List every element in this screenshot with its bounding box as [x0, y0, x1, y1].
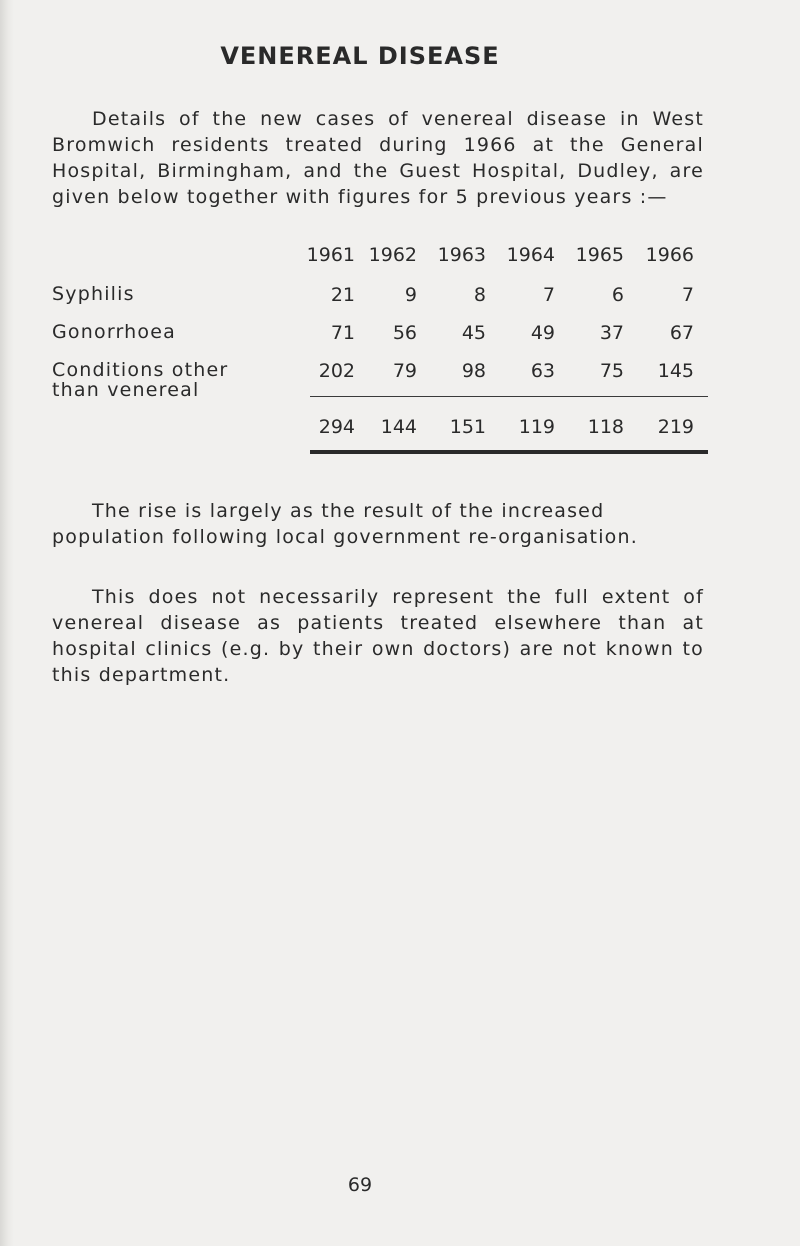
table-cell: 75: [599, 360, 624, 382]
table-cell: 8: [473, 284, 486, 306]
total-rule: [310, 396, 708, 397]
page-title: VENEREAL DISEASE: [220, 42, 500, 70]
table-cell: 56: [392, 322, 417, 344]
total-cell-1961: 294: [318, 416, 355, 438]
page-number: 69: [347, 1174, 373, 1196]
note-text: This does not necessarily represent the full extent of venereal disease as patients treated elsewhere than at hospital clinics (e.g. by their own doctors) are not known to this department.: [52, 586, 704, 686]
note-paragraph: [52, 584, 704, 688]
total-cell-1966: 219: [657, 416, 694, 438]
table-cell: 9: [404, 284, 417, 306]
intro-paragraph: [52, 106, 704, 210]
table-cell: 63: [530, 360, 555, 382]
table-cell: 6: [611, 284, 624, 306]
table-cell: 21: [330, 284, 355, 306]
page-edge: [0, 0, 14, 1246]
year-header-1966: 1966: [645, 244, 694, 266]
year-header-1962: 1962: [368, 244, 417, 266]
table-cell: 45: [461, 322, 486, 344]
table-cell: 49: [530, 322, 555, 344]
table-cell: 7: [542, 284, 555, 306]
total-cell-1962: 144: [380, 416, 417, 438]
year-header-1964: 1964: [506, 244, 555, 266]
rise-paragraph: [52, 498, 704, 550]
row-label-gonorrhoea: Gonorrhoea: [52, 321, 176, 343]
table-cell: 202: [318, 360, 355, 382]
table-cell: 67: [669, 322, 694, 344]
table-cell: 98: [461, 360, 486, 382]
table-cell: 79: [392, 360, 417, 382]
rise-text: The rise is largely as the result of the increased population following local government re-organisation.: [52, 500, 638, 548]
total-cell-1963: 151: [449, 416, 486, 438]
bottom-rule: [310, 450, 708, 454]
year-header-1961: 1961: [306, 244, 355, 266]
table-cell: 37: [599, 322, 624, 344]
row-label-syphilis: Syphilis: [52, 283, 135, 305]
table-cell: 145: [657, 360, 694, 382]
total-cell-1964: 119: [518, 416, 555, 438]
year-header-1963: 1963: [437, 244, 486, 266]
row-label-other-conditions: Conditions other than venereal: [52, 359, 229, 401]
intro-text: Details of the new cases of venereal disease in West Bromwich residents treated during 1966 at the General Hospital, Birmingham, and the Guest Hospital, Dudley, are given below together with figures for 5 previous years :—: [52, 108, 704, 208]
total-cell-1965: 118: [587, 416, 624, 438]
table-cell: 7: [681, 284, 694, 306]
year-header-1965: 1965: [575, 244, 624, 266]
table-cell: 71: [330, 322, 355, 344]
